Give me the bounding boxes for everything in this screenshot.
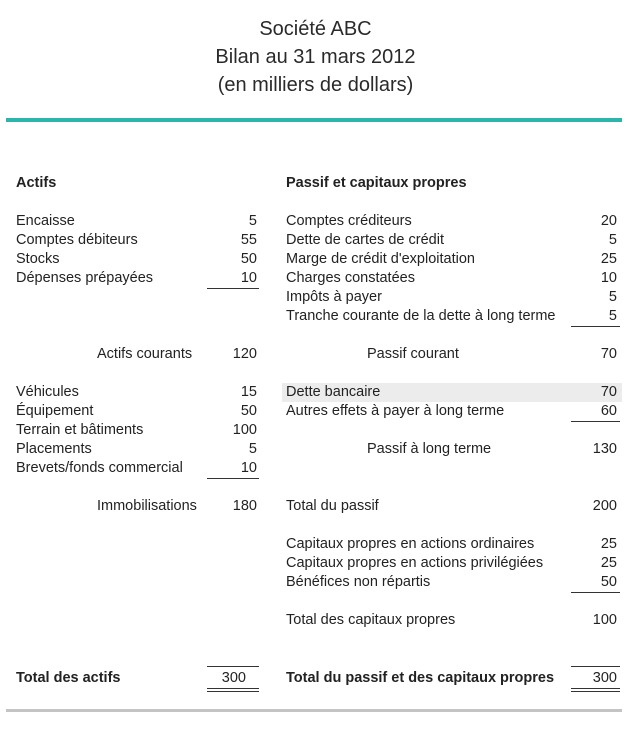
total-overline: [207, 666, 259, 667]
total-double-underline: [207, 688, 259, 689]
total-double-underline: [207, 691, 259, 692]
asset-label: Dépenses prépayées: [16, 270, 154, 286]
liability-label: Comptes créditeurs: [286, 213, 412, 229]
subtotal-underline: [571, 421, 620, 422]
units-note: (en milliers de dollars): [217, 74, 414, 96]
liability-value: 70: [600, 384, 617, 400]
liability-value: 5: [608, 232, 617, 248]
equity-label: Bénéfices non répartis: [286, 574, 431, 590]
equity-total-value: 100: [592, 612, 617, 628]
assets-heading: Actifs: [16, 175, 57, 191]
asset-value: 5: [248, 213, 257, 229]
liability-label: Marge de crédit d'exploitation: [286, 251, 475, 267]
assets-total-label: Total des actifs: [16, 670, 121, 686]
asset-label: Stocks: [16, 251, 60, 267]
asset-subtotal-value: 180: [232, 498, 257, 514]
asset-value: 10: [240, 460, 257, 476]
liability-value: 20: [600, 213, 617, 229]
asset-label: Placements: [16, 441, 92, 457]
subtotal-underline: [207, 288, 259, 289]
asset-label: Comptes débiteurs: [16, 232, 138, 248]
liability-subtotal-label: Passif courant: [367, 346, 459, 362]
asset-value: 50: [240, 251, 257, 267]
footer-divider: [6, 709, 622, 712]
liability-subtotal-value: 70: [600, 346, 617, 362]
company-name: Société ABC: [259, 18, 372, 40]
asset-value: 5: [248, 441, 257, 457]
liability-label: Charges constatées: [286, 270, 415, 286]
total-overline: [571, 666, 620, 667]
liability-total-label: Total du passif: [286, 498, 379, 514]
asset-value: 100: [232, 422, 257, 438]
header-divider: [6, 118, 622, 122]
asset-value: 55: [240, 232, 257, 248]
liability-label: Dette de cartes de crédit: [286, 232, 444, 248]
asset-label: Brevets/fonds commercial: [16, 460, 183, 476]
liability-label: Tranche courante de la dette à long terme: [286, 308, 556, 324]
asset-label: Véhicules: [16, 384, 79, 400]
statement-title: Bilan au 31 mars 2012: [215, 46, 416, 68]
equity-label: Capitaux propres en actions ordinaires: [286, 536, 535, 552]
liabilities-total-value: 300: [592, 670, 617, 686]
liabilities-heading: Passif et capitaux propres: [286, 175, 467, 191]
equity-value: 25: [600, 555, 617, 571]
equity-total-label: Total des capitaux propres: [286, 612, 456, 628]
subtotal-underline: [571, 592, 620, 593]
liability-total-value: 200: [592, 498, 617, 514]
asset-subtotal-label: Actifs courants: [97, 346, 193, 362]
liability-label: Impôts à payer: [286, 289, 382, 305]
liability-label: Dette bancaire: [286, 384, 381, 400]
equity-label: Capitaux propres en actions privilégiées: [286, 555, 544, 571]
asset-subtotal-label: Immobilisations: [97, 498, 197, 514]
liabilities-total-label: Total du passif et des capitaux propres: [286, 670, 555, 686]
subtotal-underline: [207, 478, 259, 479]
equity-value: 25: [600, 536, 617, 552]
asset-value: 15: [240, 384, 257, 400]
liability-value: 10: [600, 270, 617, 286]
equity-value: 50: [600, 574, 617, 590]
asset-label: Équipement: [16, 403, 94, 419]
liability-subtotal-value: 130: [592, 441, 617, 457]
liability-value: 60: [600, 403, 617, 419]
assets-total-value: 300: [221, 670, 246, 686]
liability-value: 5: [608, 289, 617, 305]
asset-subtotal-value: 120: [232, 346, 257, 362]
liability-value: 25: [600, 251, 617, 267]
liability-subtotal-label: Passif à long terme: [367, 441, 492, 457]
subtotal-underline: [571, 326, 620, 327]
asset-label: Encaisse: [16, 213, 75, 229]
liability-value: 5: [608, 308, 617, 324]
asset-value: 10: [240, 270, 257, 286]
total-double-underline: [571, 691, 620, 692]
asset-label: Terrain et bâtiments: [16, 422, 144, 438]
liability-label: Autres effets à payer à long terme: [286, 403, 505, 419]
asset-value: 50: [240, 403, 257, 419]
total-double-underline: [571, 688, 620, 689]
